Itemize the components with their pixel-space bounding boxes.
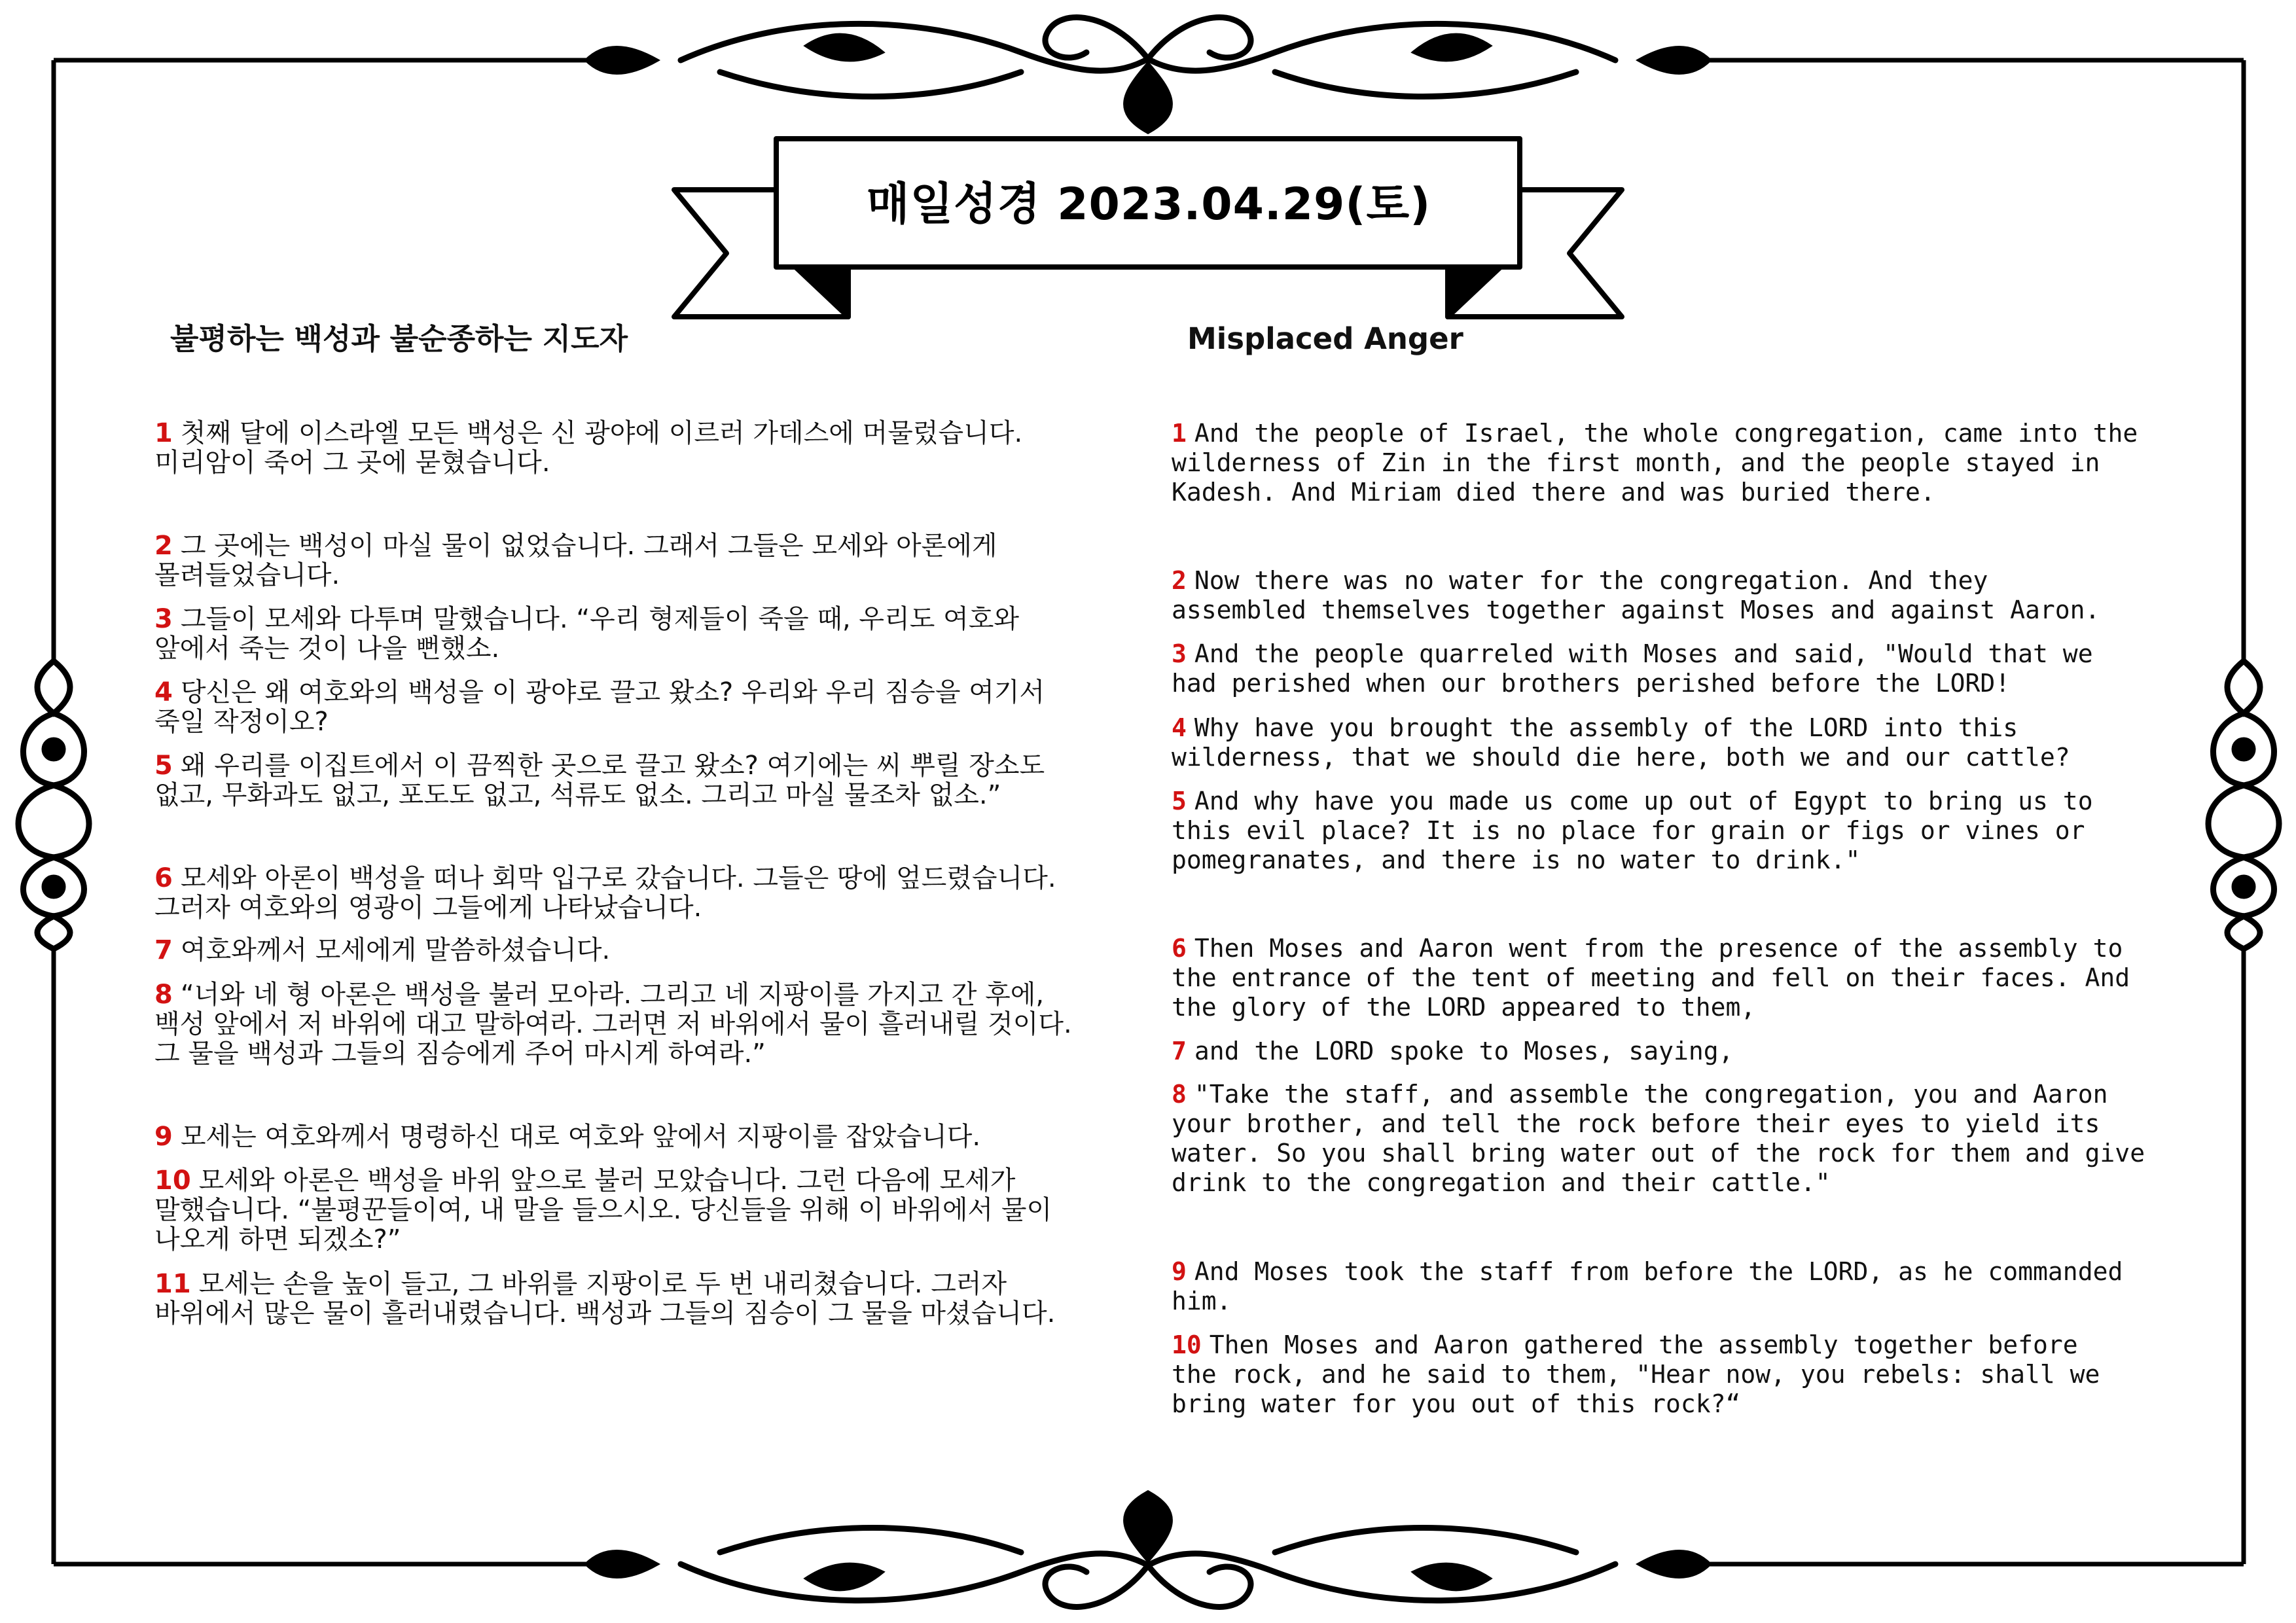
verse-number: 5 bbox=[1172, 787, 1187, 815]
verse-4 bbox=[154, 678, 1045, 737]
verse-line: and the LORD spoke to Moses, saying, bbox=[1194, 1037, 1734, 1065]
verse-line: had perished when our brothers perished before the LORD! bbox=[1172, 669, 2011, 698]
verse-7 bbox=[154, 936, 610, 965]
verse-line: assembled themselves together against Moses and against Aaron. bbox=[1172, 596, 2100, 624]
verse-10 bbox=[154, 1166, 1052, 1255]
verse-6 bbox=[154, 864, 1056, 923]
english-column bbox=[1172, 321, 2166, 1418]
verse-line: 그 곳에는 백성이 마실 물이 없었습니다. 그래서 그들은 모세와 아론에게 bbox=[180, 531, 997, 561]
verse-10 bbox=[1172, 1330, 2100, 1419]
verse-11 bbox=[154, 1270, 1055, 1329]
verse-number: 4 bbox=[1172, 713, 1187, 742]
verse-number: 9 bbox=[1172, 1257, 1187, 1286]
verse-line: this evil place? It is no place for grain or figs or vines or bbox=[1172, 816, 2085, 845]
verse-line: 당신은 왜 여호와의 백성을 이 광야로 끌고 왔소? 우리와 우리 짐승을 여기서 bbox=[180, 677, 1045, 707]
verse-7 bbox=[1172, 1037, 1734, 1066]
verse-line: Now there was no water for the congregation. And they bbox=[1194, 566, 1988, 595]
korean-heading: 불평하는 백성과 불순종하는 지도자 bbox=[170, 321, 628, 356]
korean-column bbox=[154, 321, 1136, 1329]
verse-line: 왜 우리를 이집트에서 이 끔찍한 곳으로 끌고 왔소? 여기에는 씨 뿌릴 장소도 bbox=[180, 751, 1045, 781]
verse-4 bbox=[1172, 713, 2070, 772]
verse-line: 바위에서 많은 물이 흘러내렸습니다. 백성과 그들의 짐승이 그 물을 마셨습니다. bbox=[154, 1298, 1056, 1329]
verse-3 bbox=[154, 605, 1019, 664]
verse-number: 11 bbox=[154, 1269, 191, 1299]
verse-8 bbox=[154, 980, 1072, 1069]
verse-line: 없고, 무화과도 없고, 포도도 없고, 석류도 없소. 그리고 마실 물조차 없소.” bbox=[154, 780, 1001, 810]
verse-line: bring water for you out of this rock?“ bbox=[1172, 1389, 1741, 1418]
bottom-ornament bbox=[586, 1493, 1710, 1607]
verse-number: 5 bbox=[154, 751, 173, 781]
verse-line: 모세와 아론이 백성을 떠나 회막 입구로 갔습니다. 그들은 땅에 엎드렸습니다. bbox=[180, 863, 1056, 893]
verse-line: 죽일 작정이오? bbox=[154, 707, 329, 737]
verse-line: 그 물을 백성과 그들의 짐승에게 주어 마시게 하여라.” bbox=[154, 1039, 766, 1069]
verse-line: “너와 네 형 아론은 백성을 불러 모아라. 그리고 네 지팡이를 가지고 간 후에, bbox=[180, 980, 1045, 1010]
verse-5 bbox=[1172, 787, 2093, 875]
verse-line: wilderness, that we should die here, both we and our cattle? bbox=[1172, 743, 2070, 772]
verse-8 bbox=[1172, 1080, 2145, 1198]
verse-number: 2 bbox=[1172, 566, 1187, 595]
verse-line: Kadesh. And Miriam died there and was buried there. bbox=[1172, 478, 1935, 507]
verse-line: 첫째 달에 이스라엘 모든 백성은 신 광야에 이르러 가데스에 머물렀습니다. bbox=[180, 418, 1023, 448]
verse-line: 그들이 모세와 다투며 말했습니다. “우리 형제들이 죽을 때, 우리도 여호와 bbox=[180, 604, 1019, 634]
verse-number: 2 bbox=[154, 531, 173, 561]
verse-number: 7 bbox=[154, 935, 173, 965]
verse-5 bbox=[154, 751, 1045, 810]
verse-line: 앞에서 죽는 것이 나을 뻔했소. bbox=[154, 633, 500, 664]
verse-line: water. So you shall bring water out of the rock for them and give bbox=[1172, 1139, 2145, 1168]
verse-number: 3 bbox=[1172, 639, 1187, 668]
verse-1 bbox=[1172, 419, 2138, 507]
verse-line: Why have you brought the assembly of the LORD into this bbox=[1194, 713, 2018, 742]
right-side-ornament bbox=[2208, 661, 2279, 949]
banner-title: 매일성경 2023.04.29(토) bbox=[866, 178, 1431, 230]
verse-line: wilderness of Zin in the first month, and the people stayed in bbox=[1172, 448, 2100, 477]
verse-line: And why have you made us come up out of Egypt to bring us to bbox=[1194, 787, 2093, 815]
verse-9 bbox=[1172, 1257, 2123, 1316]
verse-number: 6 bbox=[154, 863, 173, 893]
verse-number: 8 bbox=[1172, 1080, 1187, 1109]
verse-line: 모세는 여호와께서 명령하신 대로 여호와 앞에서 지팡이를 잡았습니다. bbox=[180, 1122, 981, 1152]
verse-1 bbox=[154, 419, 1022, 478]
top-ornament bbox=[586, 18, 1710, 131]
verse-number: 3 bbox=[154, 604, 173, 634]
verse-line: 백성 앞에서 저 바위에 대고 말하여라. 그러면 저 바위에서 물이 흘러내릴 것이다. bbox=[154, 1009, 1072, 1039]
left-side-ornament bbox=[18, 661, 89, 949]
verse-number: 10 bbox=[154, 1166, 191, 1196]
verse-line: 모세는 손을 높이 들고, 그 바위를 지팡이로 두 번 내리쳤습니다. 그러자 bbox=[198, 1269, 1007, 1299]
verse-line: your brother, and tell the rock before their eyes to yield its bbox=[1172, 1109, 2100, 1138]
verse-line: 여호와께서 모세에게 말씀하셨습니다. bbox=[180, 935, 611, 965]
verse-2 bbox=[154, 531, 997, 590]
verse-line: 몰려들었습니다. bbox=[154, 560, 340, 590]
verse-number: 6 bbox=[1172, 934, 1187, 963]
verse-line: And the people quarreled with Moses and said, "Would that we bbox=[1194, 639, 2093, 668]
verse-line: the glory of the LORD appeared to them, bbox=[1172, 993, 1756, 1022]
verse-number: 4 bbox=[154, 677, 173, 707]
verse-9 bbox=[154, 1122, 980, 1152]
verse-6 bbox=[1172, 934, 2130, 1022]
verse-line: drink to the congregation and their cattle." bbox=[1172, 1168, 1831, 1197]
verse-line: Then Moses and Aaron went from the presence of the assembly to bbox=[1194, 934, 2123, 963]
verse-line: him. bbox=[1172, 1287, 1232, 1315]
verse-line: 나오게 하면 되겠소?” bbox=[154, 1224, 401, 1255]
verse-line: And the people of Israel, the whole congregation, came into the bbox=[1194, 419, 2138, 448]
verse-number: 9 bbox=[154, 1122, 173, 1152]
verse-line: 미리암이 죽어 그 곳에 묻혔습니다. bbox=[154, 448, 550, 478]
verse-line: "Take the staff, and assemble the congregation, you and Aaron bbox=[1194, 1080, 2108, 1109]
verse-line: Then Moses and Aaron gathered the assembly together before bbox=[1209, 1330, 2078, 1359]
verse-line: pomegranates, and there is no water to drink." bbox=[1172, 846, 1861, 874]
verse-line: And Moses took the staff from before the LORD, as he commanded bbox=[1194, 1257, 2123, 1286]
verse-number: 1 bbox=[154, 418, 173, 448]
verse-2 bbox=[1172, 566, 2100, 625]
verse-number: 1 bbox=[1172, 419, 1187, 448]
verse-line: 말했습니다. “불평꾼들이여, 내 말을 들으시오. 당신들을 위해 이 바위에서 물이 bbox=[154, 1195, 1052, 1225]
verse-number: 7 bbox=[1172, 1037, 1187, 1065]
verse-line: the rock, and he said to them, "Hear now, you rebels: shall we bbox=[1172, 1360, 2100, 1389]
verse-line: 모세와 아론은 백성을 바위 앞으로 불러 모았습니다. 그런 다음에 모세가 bbox=[198, 1166, 1016, 1196]
verse-line: 그러자 여호와의 영광이 그들에게 나타났습니다. bbox=[154, 893, 702, 923]
english-heading: Misplaced Anger bbox=[1187, 321, 1463, 356]
verse-line: the entrance of the tent of meeting and fell on their faces. And bbox=[1172, 963, 2130, 992]
verse-3 bbox=[1172, 639, 2093, 698]
verse-number: 8 bbox=[154, 980, 173, 1010]
verse-number: 10 bbox=[1172, 1330, 1202, 1359]
